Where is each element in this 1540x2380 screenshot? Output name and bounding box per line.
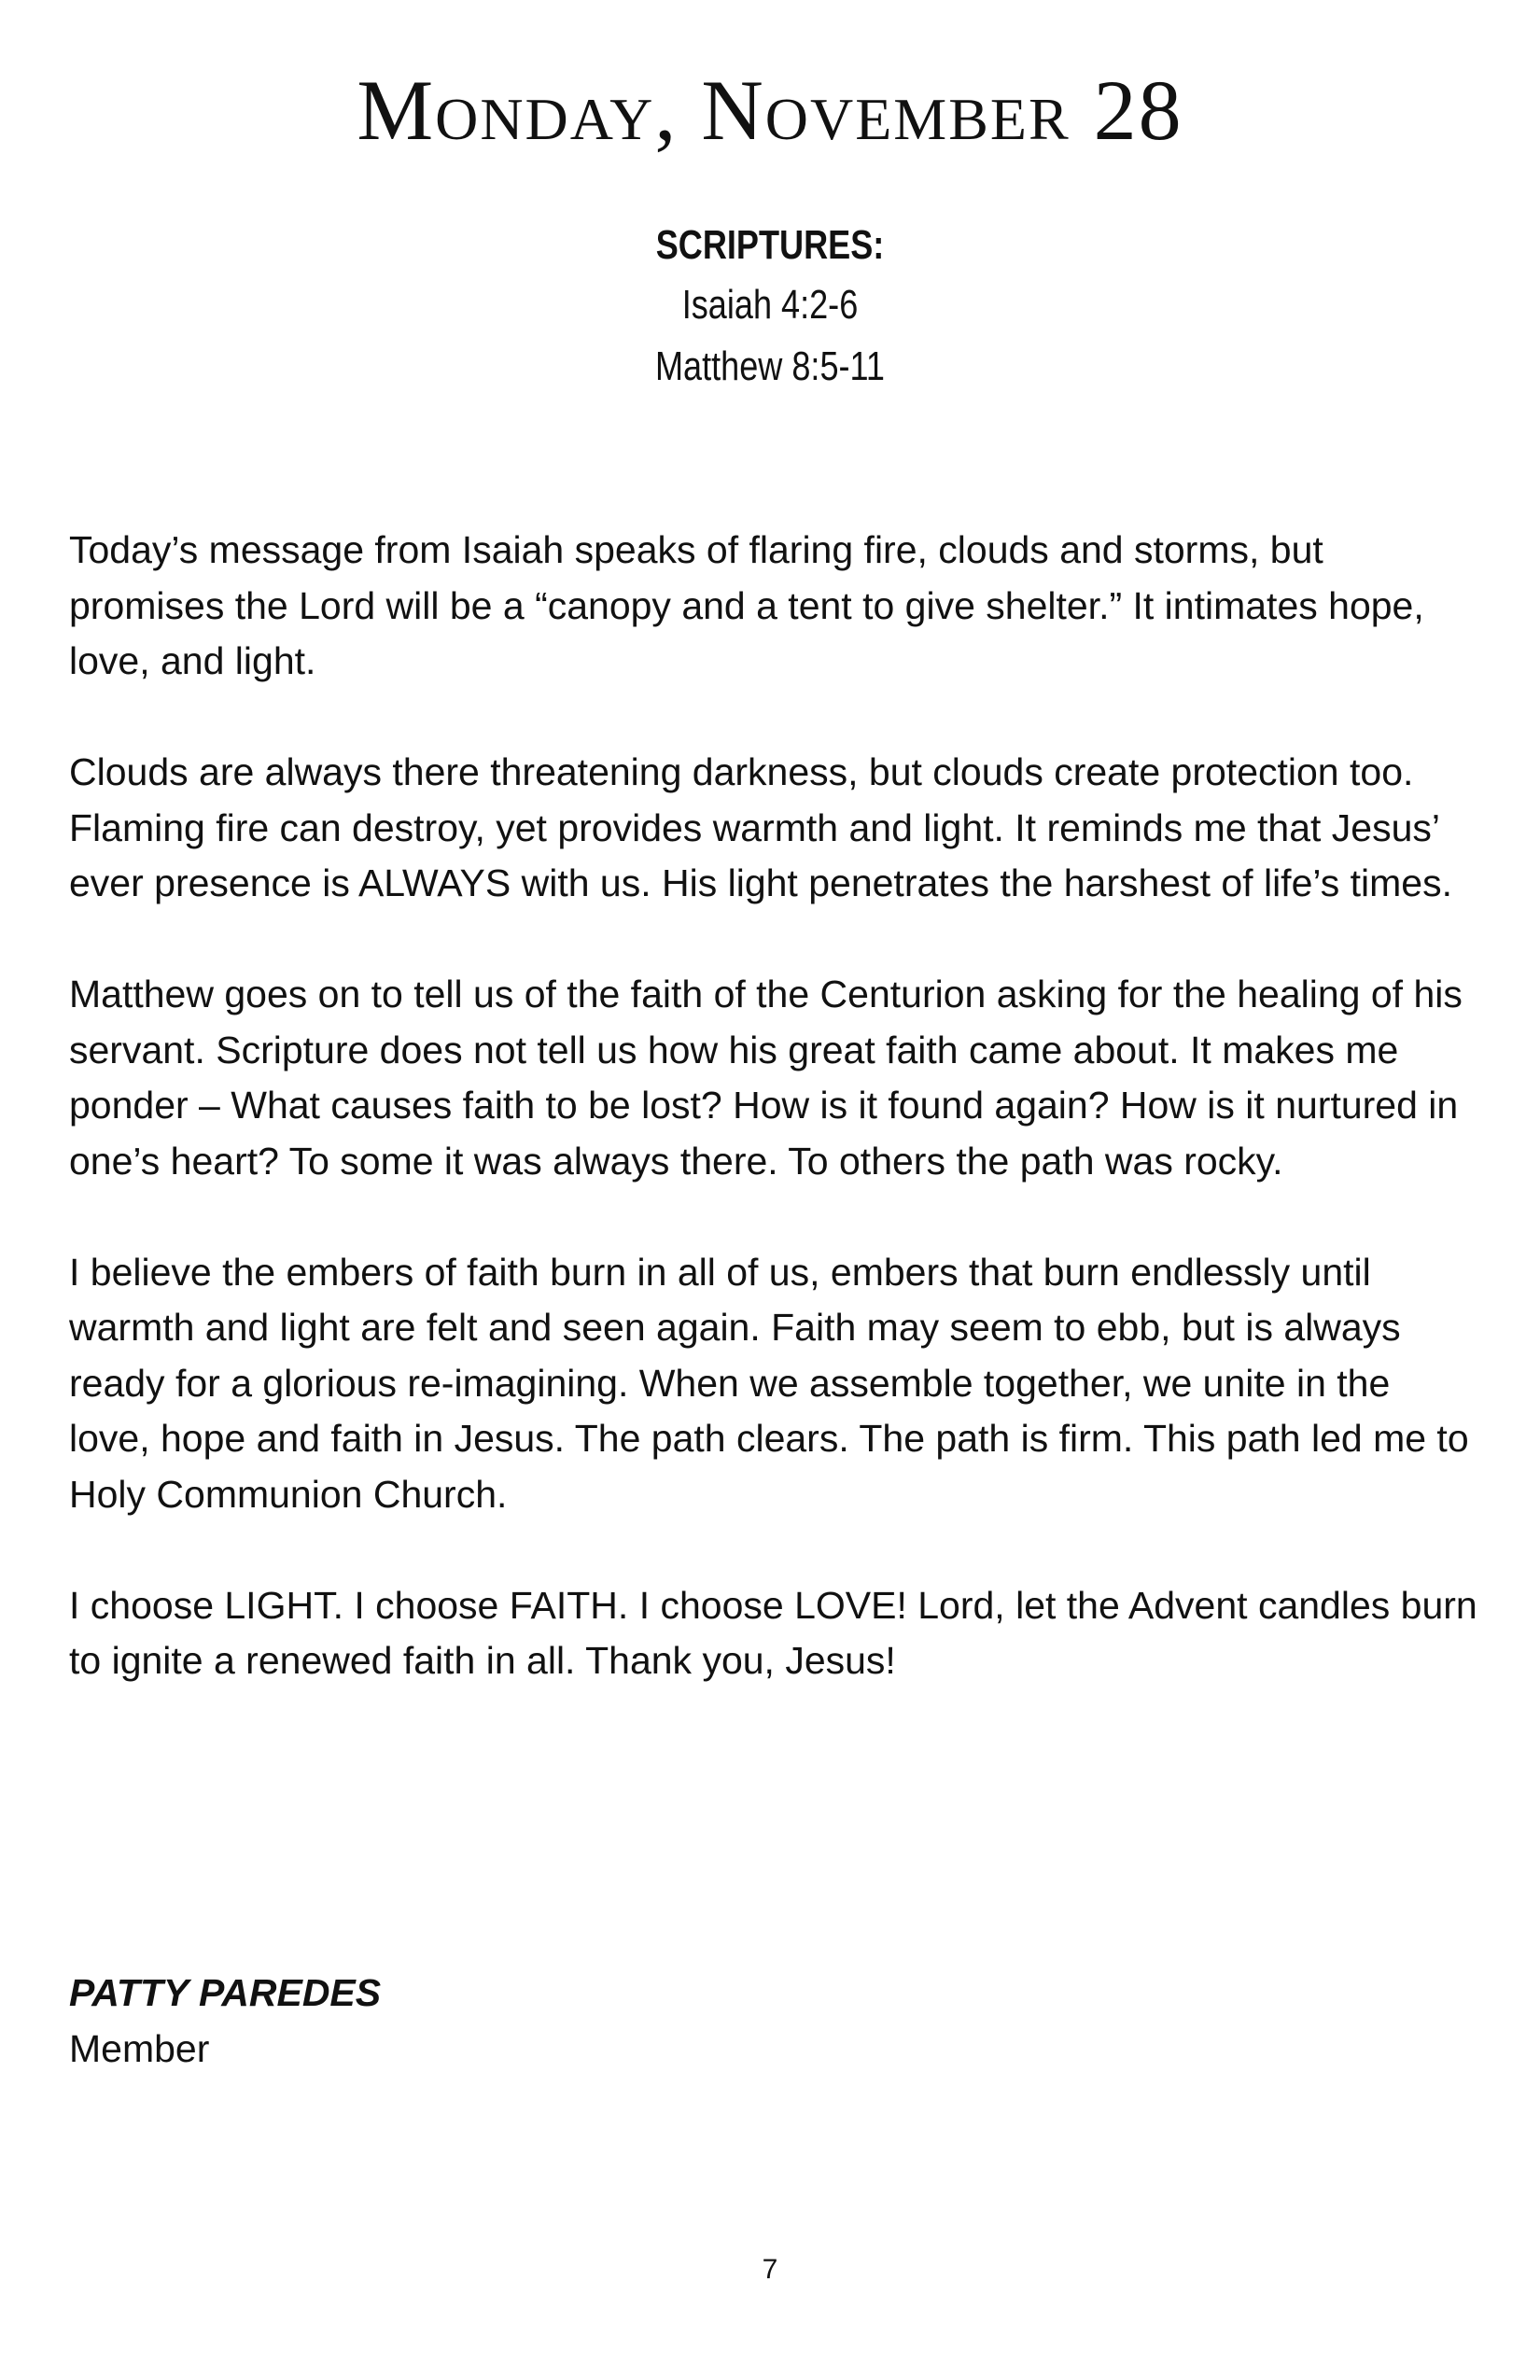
devotional-body: [69, 523, 1478, 1744]
scripture-reference-matthew: Matthew 8:5-11: [654, 343, 885, 389]
paragraph-isaiah-message: Today’s message from Isaiah speaks of flaring fire, clouds and storms, but promises the Lord will be a “canopy and a tent to give shelter.” It intimates hope, love, and light.: [69, 528, 1424, 682]
author-block: [69, 1966, 381, 2077]
scripture-reference-isaiah: Isaiah 4:2-6: [681, 282, 859, 328]
page-title: Monday, November 28: [357, 63, 1183, 158]
paragraph-embers-of-faith: I believe the embers of faith burn in all of us, embers that burn endlessly until warmth and light are felt and seen again. Faith may seem to ebb, but is always ready for a glorious re-imagining. When we assemble together, we unite in the love, hope and faith in Jesus. The path clears. The path is firm. This path led me to Holy Communion Church.: [69, 1250, 1469, 1516]
scriptures-block: [490, 217, 1050, 398]
paragraph-clouds: Clouds are always there threatening darkness, but clouds create protection too. Flaming fire can destroy, yet provides warmth and light. It reminds me that Jesus’ ever presence is ALWAYS with us. His light penetrates the harshest of life’s times.: [69, 750, 1452, 904]
paragraph-closing-prayer: I choose LIGHT. I choose FAITH. I choose LOVE! Lord, let the Advent candles burn to ignite a renewed faith in all. Thank you, Jesus!: [69, 1583, 1477, 1682]
scriptures-heading: SCRIPTURES:: [655, 222, 885, 268]
paragraph-centurion: Matthew goes on to tell us of the faith of the Centurion asking for the healing of his servant. Scripture does not tell us how his great faith came about. It makes me ponder – What causes faith to be lost? How is it found again? How is it nurtured in one’s heart? To some it was always there. To others the path was rocky.: [69, 973, 1463, 1183]
page-number: 7: [762, 2254, 778, 2285]
author-role: Member: [69, 2026, 210, 2070]
author-name: PATTY PAREDES: [69, 1971, 382, 2014]
